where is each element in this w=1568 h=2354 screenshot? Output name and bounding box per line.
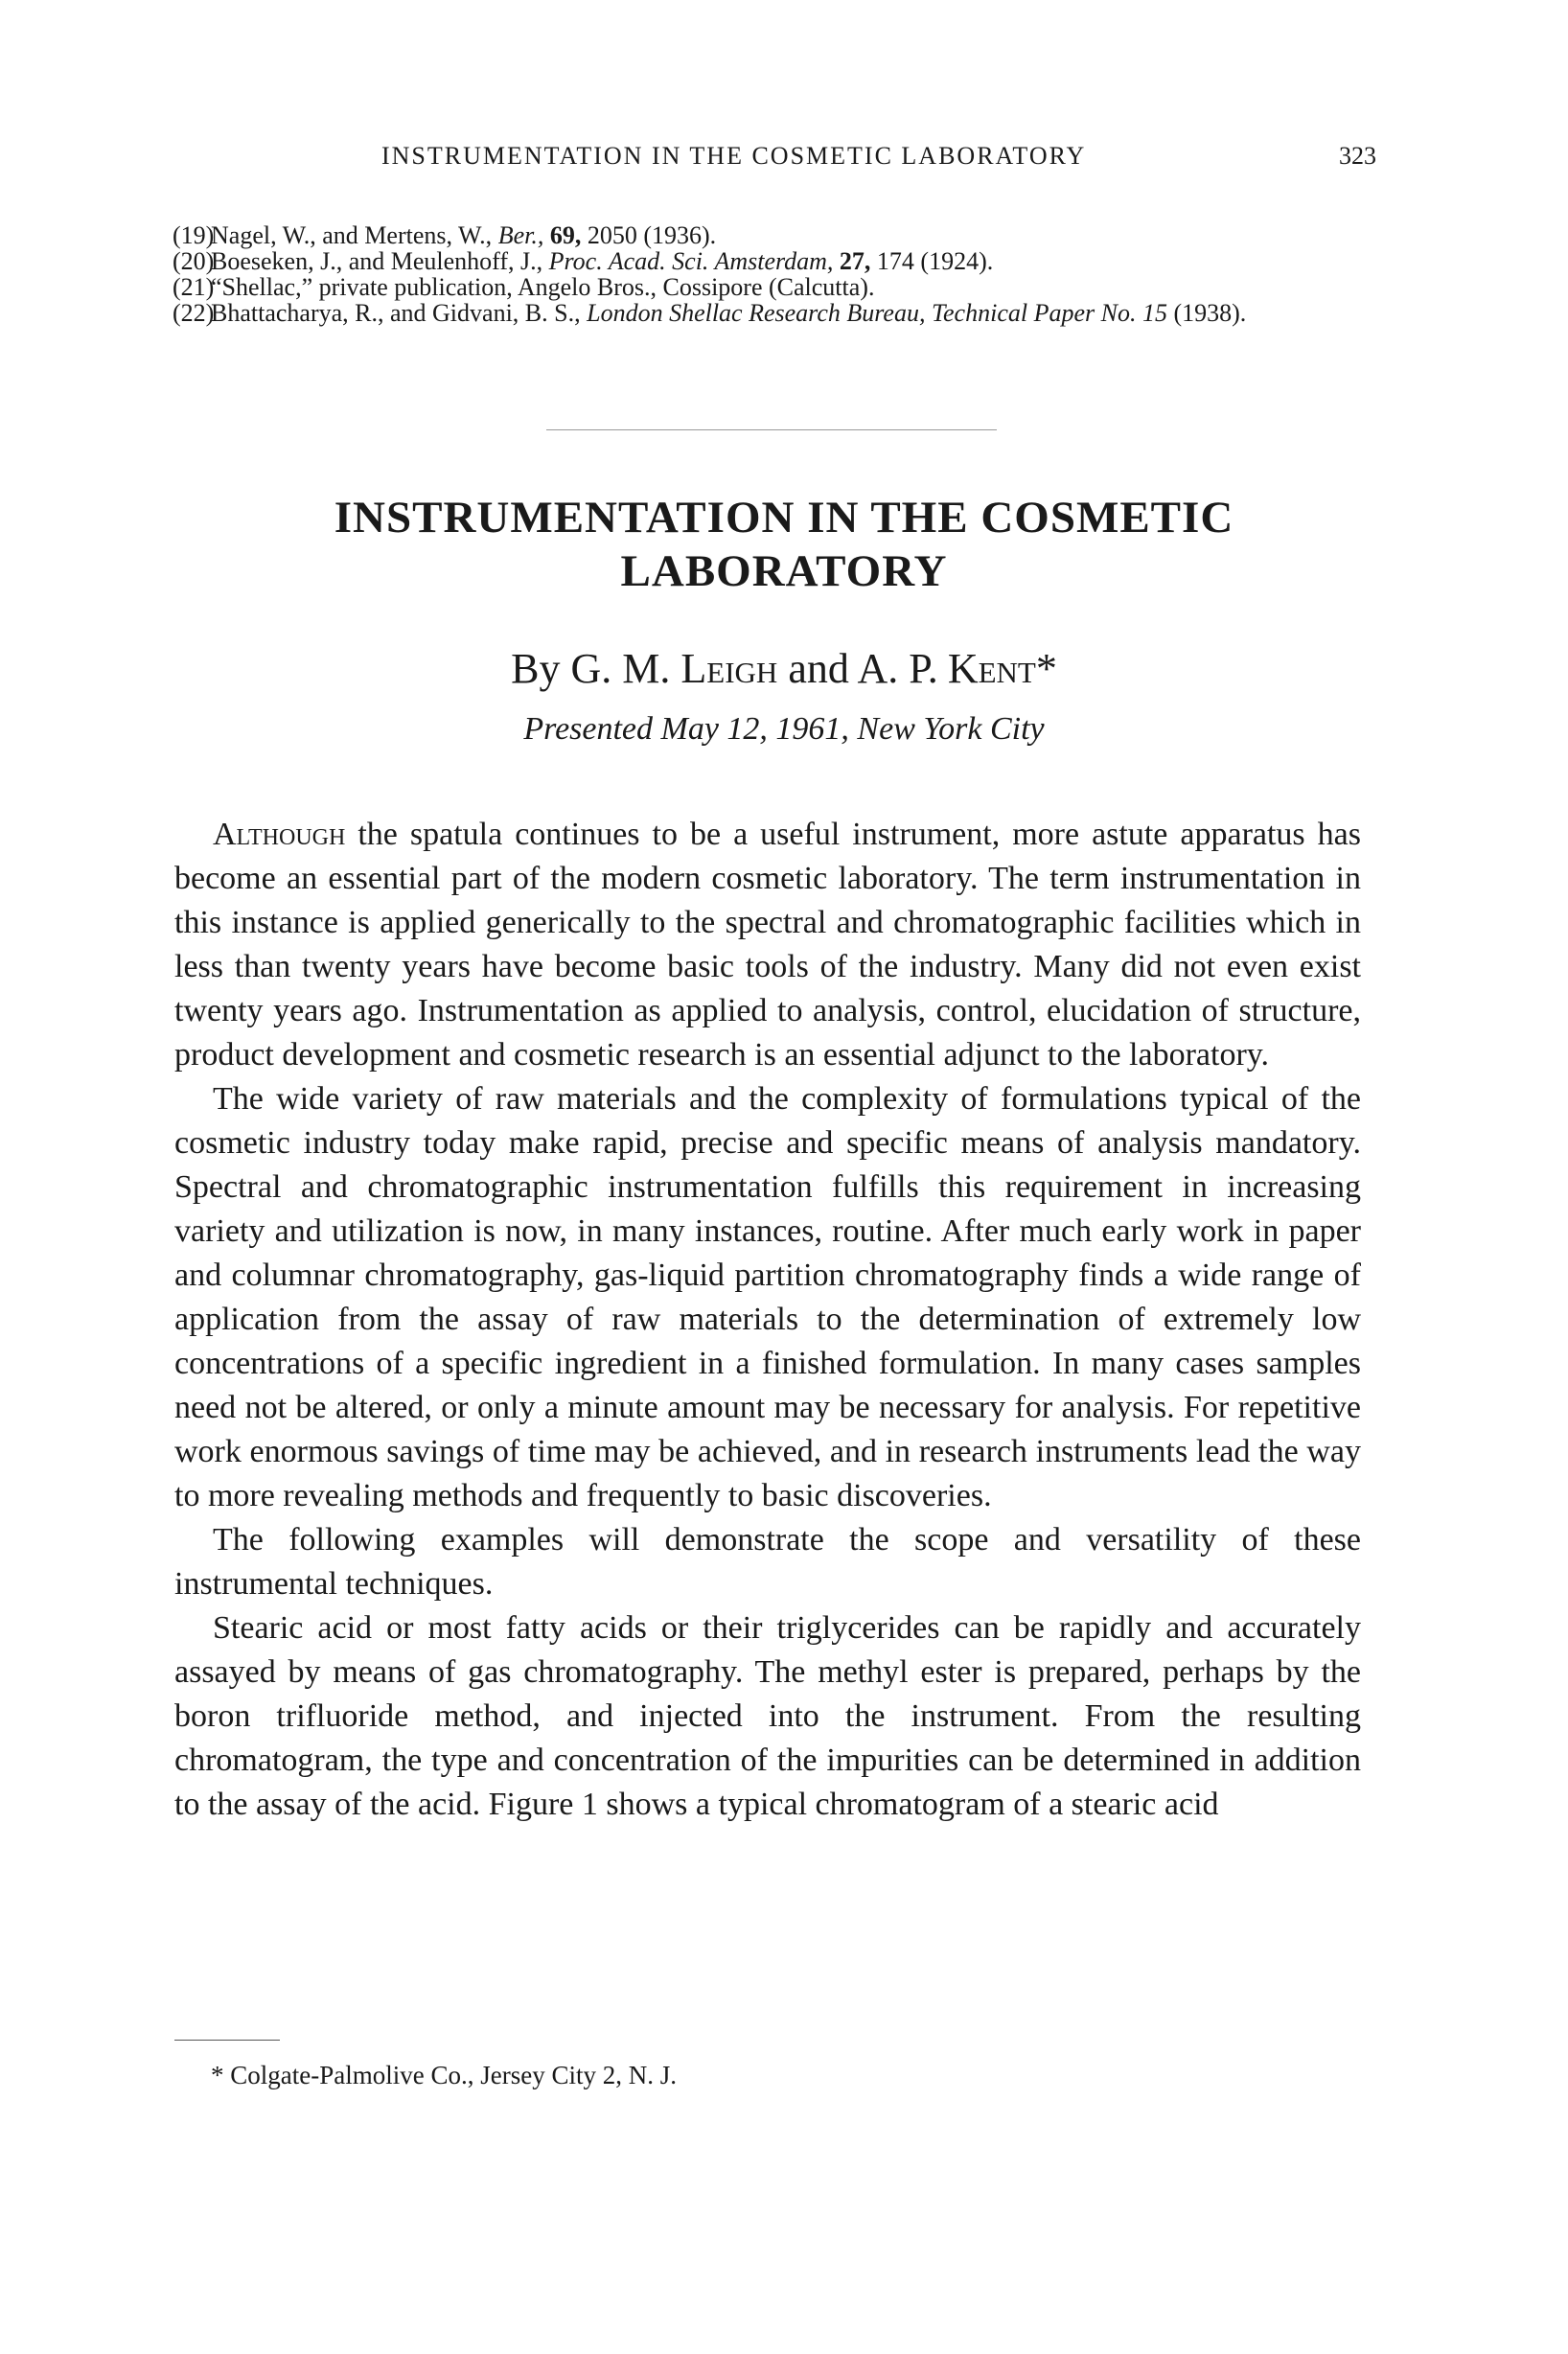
paragraph-text: the spatula continues to be a useful instrument, more astute apparatus has become an essential part of the modern cosmetic laboratory. The term instrumentation in this instance is applied generically to the spectral and chromatographic facilities which in less than twenty years have become basic tools of the industry. Many did not even exist twenty years ago. Instrumentation as applied to analysis, control, elucidation of structure, product development and cosmetic research is an essential adjunct to the laboratory. xyxy=(174,817,1361,1073)
byline xyxy=(209,644,1359,694)
running-head xyxy=(0,142,1568,180)
reference-number: (20) xyxy=(173,247,215,275)
reference-text: “Shellac,” private publication, Angelo Bros., Cossipore (Calcutta). xyxy=(211,273,875,301)
author-1-initials: G. M. xyxy=(570,645,671,692)
reference-volume: 69, xyxy=(549,221,582,249)
article-title-line-1: INSTRUMENTATION IN THE COSMETIC xyxy=(334,493,1234,542)
section-divider xyxy=(546,429,997,430)
reference-pages-year: 2050 (1936). xyxy=(587,221,717,249)
reference-number: (19) xyxy=(173,221,215,249)
reference-source: London Shellac Research Bureau, Technical Paper No. 15 xyxy=(587,299,1167,327)
author-2-initials: A. P. xyxy=(857,645,938,692)
author-1-surname: Leigh xyxy=(680,645,778,692)
reference-item xyxy=(173,222,1399,248)
footnote-rule xyxy=(174,2040,280,2041)
reference-item xyxy=(173,274,1399,300)
reference-source: Proc. Acad. Sci. Amsterdam, xyxy=(548,247,834,275)
paragraph: The wide variety of raw materials and the complexity of formulations typical of the cosmetic industry today make rapid, precise and specific means of analysis mandatory. Spectral and chromatographic instrumentation fulfills this requirement in increasing variety and utilization is now, in many instances, routine. After much early work in paper and columnar chromatography, gas-liquid partition chromatography finds a wide range of application from the assay of raw materials to the determination of extremely low concentrations of a specific ingredient in a finished formulation. In many cases samples need not be altered, or only a minute amount may be necessary for analysis. For repetitive work enormous savings of time may be achieved, and in research instruments lead the way to more revealing methods and frequently to basic discoveries. xyxy=(174,1081,1361,1513)
footnote: * Colgate-Palmolive Co., Jersey City 2, N. J. xyxy=(211,2061,677,2089)
reference-source: Ber., xyxy=(497,221,544,249)
reference-volume: 27, xyxy=(839,247,871,275)
byline-by: By xyxy=(511,645,561,692)
reference-item xyxy=(173,248,1399,274)
byline-and: and xyxy=(788,645,849,692)
reference-item xyxy=(173,300,1399,326)
paragraph xyxy=(174,813,1361,1077)
author-footnote-mark: * xyxy=(1035,645,1057,692)
running-head-title: INSTRUMENTATION IN THE COSMETIC LABORATORY xyxy=(381,142,1087,170)
reference-pages-year: 174 (1924). xyxy=(876,247,994,275)
reference-list xyxy=(173,222,1399,326)
paragraph: Stearic acid or most fatty acids or their triglycerides can be rapidly and accurately assayed by means of gas chromatography. The methyl ester is prepared, perhaps by the boron trifluoride method, and injected into the instrument. From the resulting chromatogram, the type and concentration of the impurities can be determined in addition to the assay of the acid. Figure 1 shows a typical chromatogram of a stearic acid xyxy=(174,1610,1361,1822)
page-number: 323 xyxy=(1339,142,1376,170)
reference-number: (22) xyxy=(173,299,215,327)
paragraph: The following examples will demonstrate the scope and versatility of these instrumental techniques. xyxy=(174,1522,1361,1602)
reference-number: (21) xyxy=(173,273,215,301)
paragraph-lead-word: Although xyxy=(213,817,346,852)
reference-authors: Nagel, W., and Mertens, W., xyxy=(211,221,493,249)
reference-year: (1938). xyxy=(1173,299,1247,327)
article-title-line-2: LABORATORY xyxy=(620,546,948,596)
article-body xyxy=(174,813,1361,1827)
author-2-surname: Kent xyxy=(947,645,1036,692)
reference-authors: Boeseken, J., and Meulenhoff, J., xyxy=(211,247,543,275)
article-title xyxy=(209,491,1359,598)
reference-authors: Bhattacharya, R., and Gidvani, B. S., xyxy=(211,299,581,327)
presentation-note: Presented May 12, 1961, New York City xyxy=(523,711,1045,747)
